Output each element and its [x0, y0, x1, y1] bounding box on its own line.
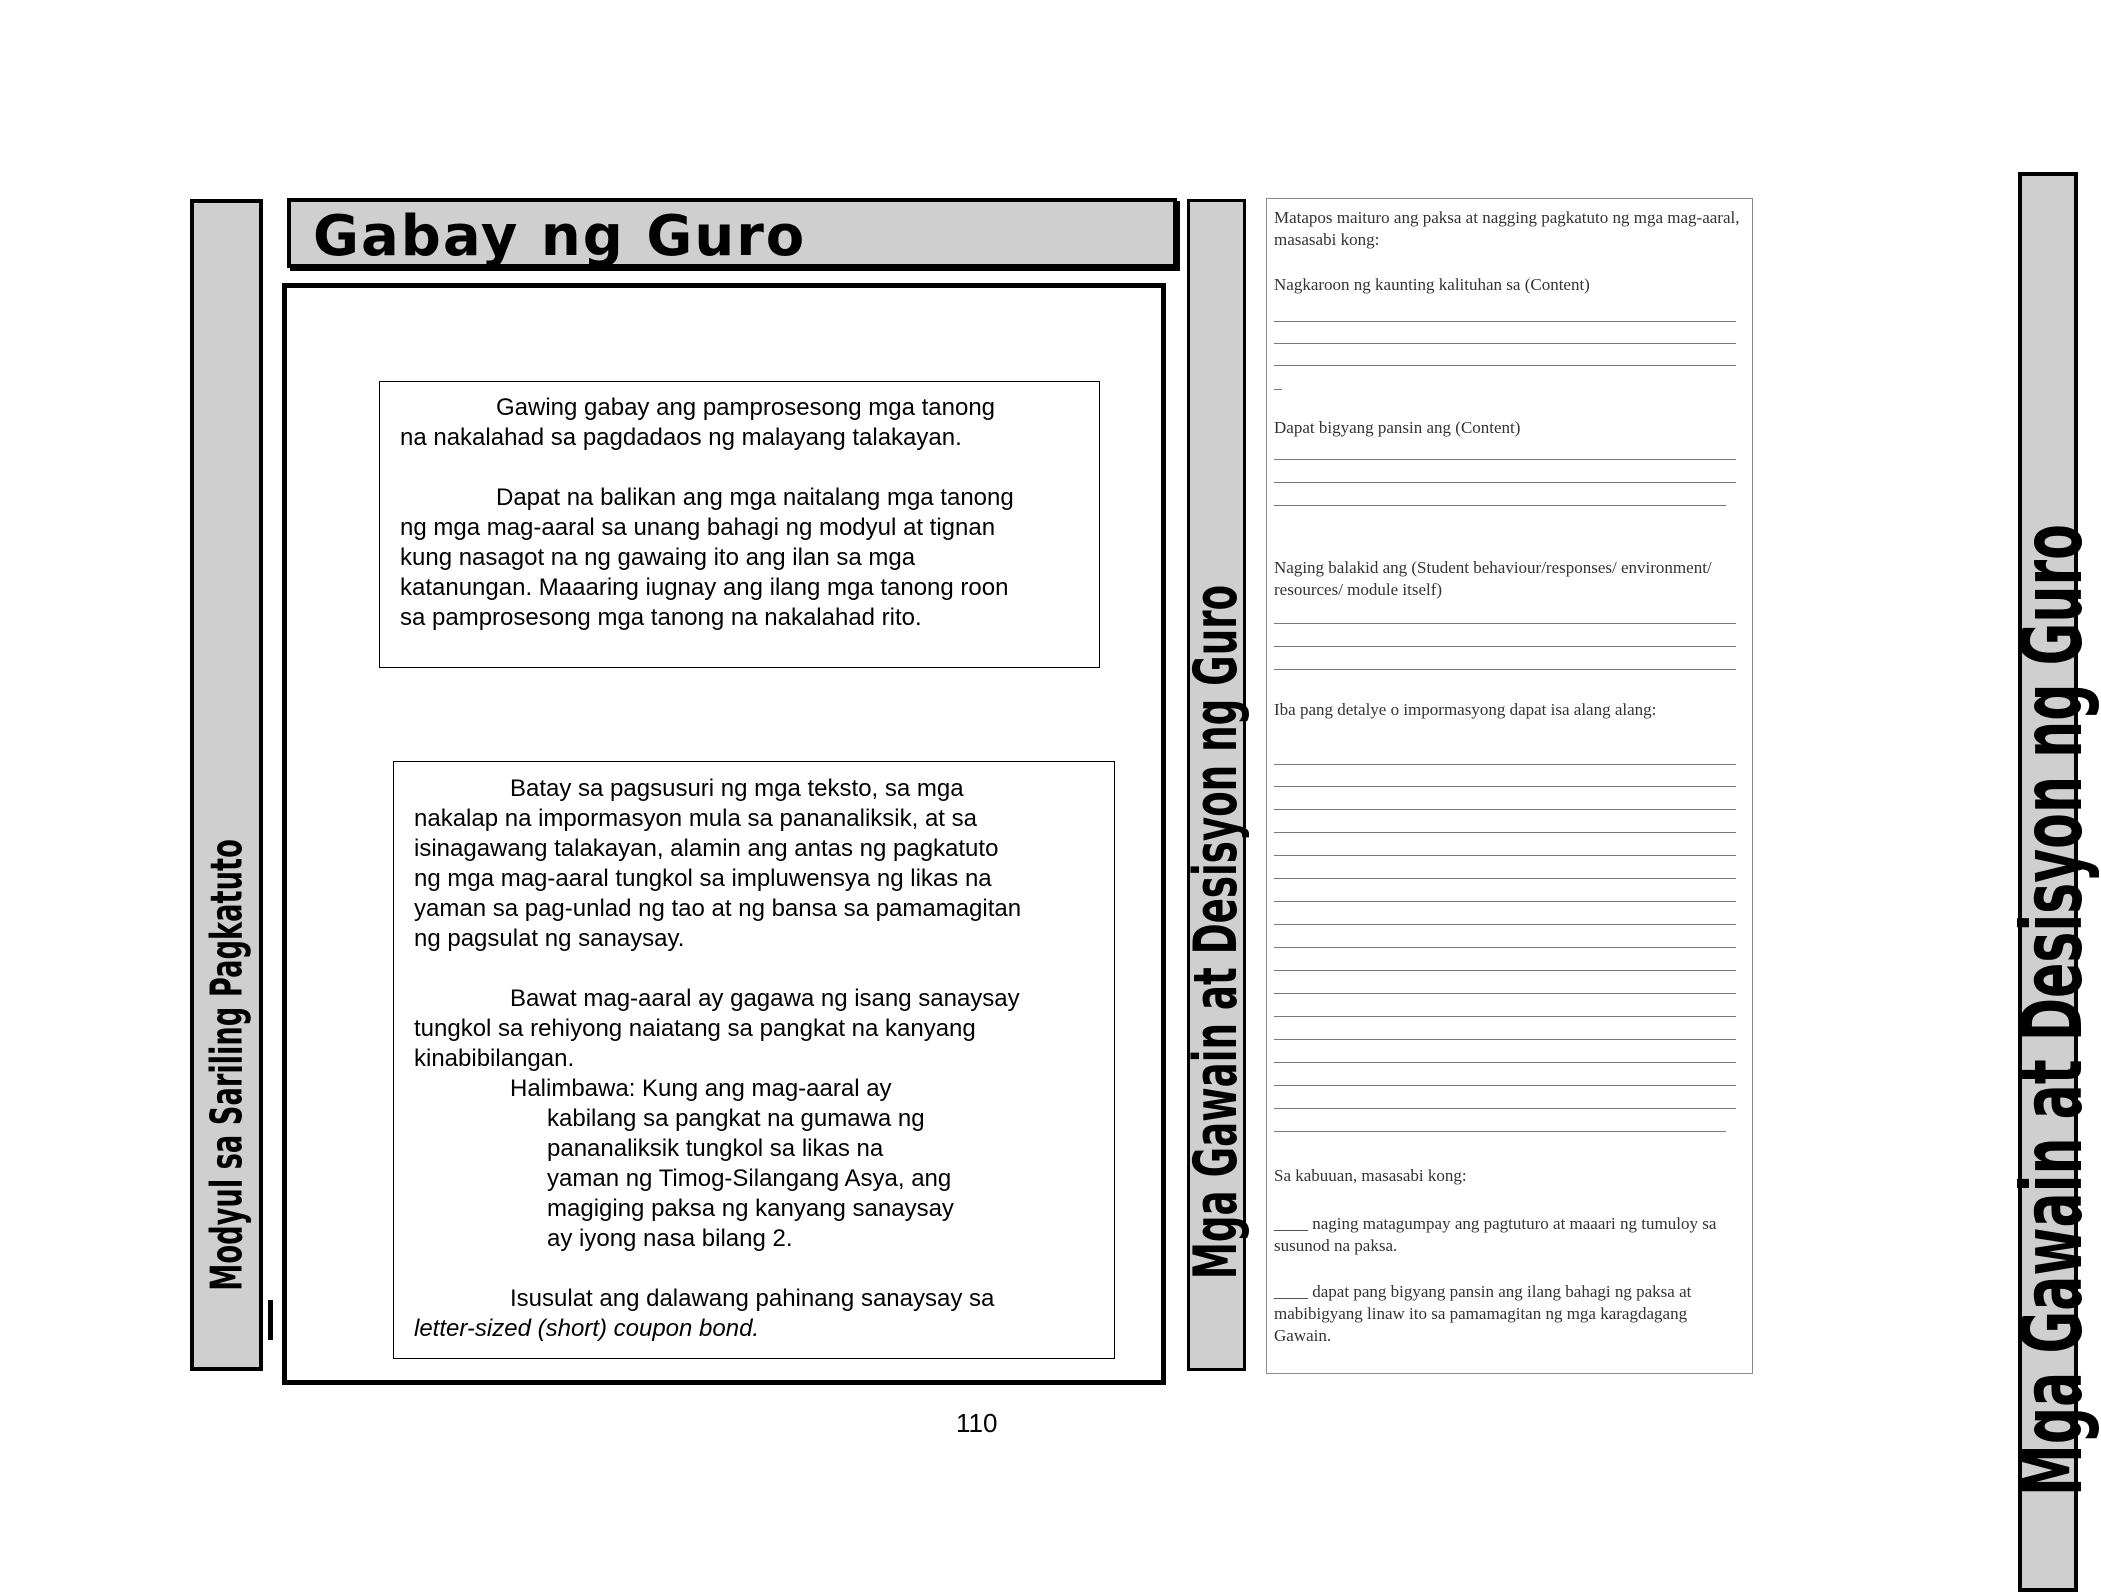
box1-para2-line: sa pamprosesong mga tanong na nakalahad rito.: [400, 604, 922, 631]
form-line: [1274, 993, 1736, 994]
form-question-confusion: Nagkaroon ng kaunting kalituhan sa (Content): [1274, 275, 1590, 294]
form-intro: Matapos maituro ang paksa at nagging pagkatuto ng mga mag-aaral, masasabi kong:: [1274, 208, 1740, 249]
spacer: [414, 1254, 1096, 1284]
form-line: [1274, 970, 1736, 971]
box2-para1-line: nakalap na impormasyon mula sa pananaliksik, at sa: [414, 805, 977, 832]
middle-banner-text: Mga Gawain at Desisyon ng Guro: [1181, 584, 1251, 1280]
title-bar: [287, 198, 1177, 268]
box1-para2-first: Dapat na balikan ang mga naitalang mga tanong: [496, 484, 1014, 511]
box2-para1-line: ng mga mag-aaral tungkol sa impluwensya ng likas na: [414, 865, 992, 892]
right-banner-text: Mga Gawain at Desisyon ng Guro: [2003, 524, 2101, 1496]
form-line: [1274, 786, 1736, 787]
form-line: [1274, 623, 1736, 624]
form-line: [1274, 343, 1736, 344]
form-line: [1274, 459, 1736, 460]
box2-example-line: pananaliksik tungkol sa likas na: [547, 1135, 884, 1162]
box1-para2-line: ng mga mag-aaral sa unang bahagi ng modyul at tignan: [400, 514, 996, 541]
box2-para3-italic: letter-sized (short) coupon bond.: [414, 1315, 760, 1342]
form-question-obstacle: Naging balakid ang (Student behaviour/responses/ environment/ resources/ module itself): [1274, 558, 1712, 599]
box2-example-line: yaman ng Timog-Silangang Asya, ang: [547, 1165, 952, 1192]
box2-para2-line: kinabibilangan.: [414, 1045, 575, 1072]
assessment-guide-box: [393, 761, 1115, 1359]
form-question-details: Iba pang detalye o impormasyong dapat isa alang alang:: [1274, 700, 1657, 719]
form-line: [1274, 1016, 1736, 1017]
box2-para1-first: Batay sa pagsusuri ng mga teksto, sa mga: [510, 775, 964, 802]
form-line: [1274, 855, 1736, 856]
spacer: [400, 453, 1081, 483]
form-question-attention: Dapat bigyang pansin ang (Content): [1274, 418, 1521, 437]
form-line: [1274, 1039, 1736, 1040]
left-banner-text: Modyul sa Sariling Pagkatuto: [201, 839, 252, 1291]
box1-para1-rest: na nakalahad sa pagdadaos ng malayang talakayan.: [400, 424, 962, 451]
form-line: [1274, 764, 1736, 765]
discussion-guide-box: [379, 381, 1100, 668]
form-line: [1274, 505, 1726, 506]
form-option-review: ____ dapat pang bigyang pansin ang ilang bahagi ng paksa at mabibigyang linaw ito sa pamamagitan ng mga karagdagang Gawain.: [1274, 1282, 1692, 1345]
box2-example-first: Halimbawa: Kung ang mag-aaral ay: [510, 1075, 892, 1102]
box2-para1-line: yaman sa pag-unlad ng tao at ng bansa sa pamamagitan: [414, 895, 1022, 922]
form-line: [1274, 321, 1736, 322]
left-banner-tick: [268, 1300, 273, 1340]
form-line: [1274, 669, 1736, 670]
box1-para1-first: Gawing gabay ang pamprosesong mga tanong: [496, 394, 996, 421]
form-line: [1274, 832, 1736, 833]
box1-para2-line: katanungan. Maaaring iugnay ang ilang mga tanong roon: [400, 574, 1009, 601]
box2-para1-line: ng pagsulat ng sanaysay.: [414, 925, 685, 952]
form-line: [1274, 878, 1736, 879]
box2-example-line: ay iyong nasa bilang 2.: [547, 1225, 793, 1252]
form-line: [1274, 1062, 1736, 1063]
box2-example-line: kabilang sa pangkat na gumawa ng: [547, 1105, 925, 1132]
box2-example-line: magiging paksa ng kanyang sanaysay: [547, 1195, 954, 1222]
form-line: [1274, 365, 1736, 366]
box2-para1-line: isinagawang talakayan, alamin ang antas ng pagkatuto: [414, 835, 999, 862]
form-line: [1274, 1085, 1736, 1086]
box2-para3-first: Isusulat ang dalawang pahinang sanaysay sa: [510, 1285, 995, 1312]
form-line: [1274, 1131, 1726, 1132]
spacer: [414, 954, 1096, 984]
form-line: [1274, 482, 1736, 483]
form-line: [1274, 389, 1282, 390]
box2-para2-line: tungkol sa rehiyong naiatang sa pangkat na kanyang: [414, 1015, 976, 1042]
form-summary: Sa kabuuan, masasabi kong:: [1274, 1166, 1467, 1185]
page-number: 110: [956, 1408, 998, 1438]
box2-para2-first: Bawat mag-aaral ay gagawa ng isang sanaysay: [510, 985, 1020, 1012]
form-line: [1274, 1108, 1736, 1109]
form-line: [1274, 901, 1736, 902]
box1-para2-line: kung nasagot na ng gawaing ito ang ilan sa mga: [400, 544, 916, 571]
form-option-success: ____ naging matagumpay ang pagtuturo at maaari ng tumuloy sa susunod na paksa.: [1274, 1214, 1717, 1255]
form-line: [1274, 646, 1736, 647]
teacher-reflection-form: [1266, 198, 1753, 1374]
form-line: [1274, 947, 1736, 948]
form-line: [1274, 924, 1736, 925]
form-line: [1274, 809, 1736, 810]
left-vertical-banner: [190, 199, 263, 1371]
page-title: Gabay ng Guro: [313, 204, 807, 269]
